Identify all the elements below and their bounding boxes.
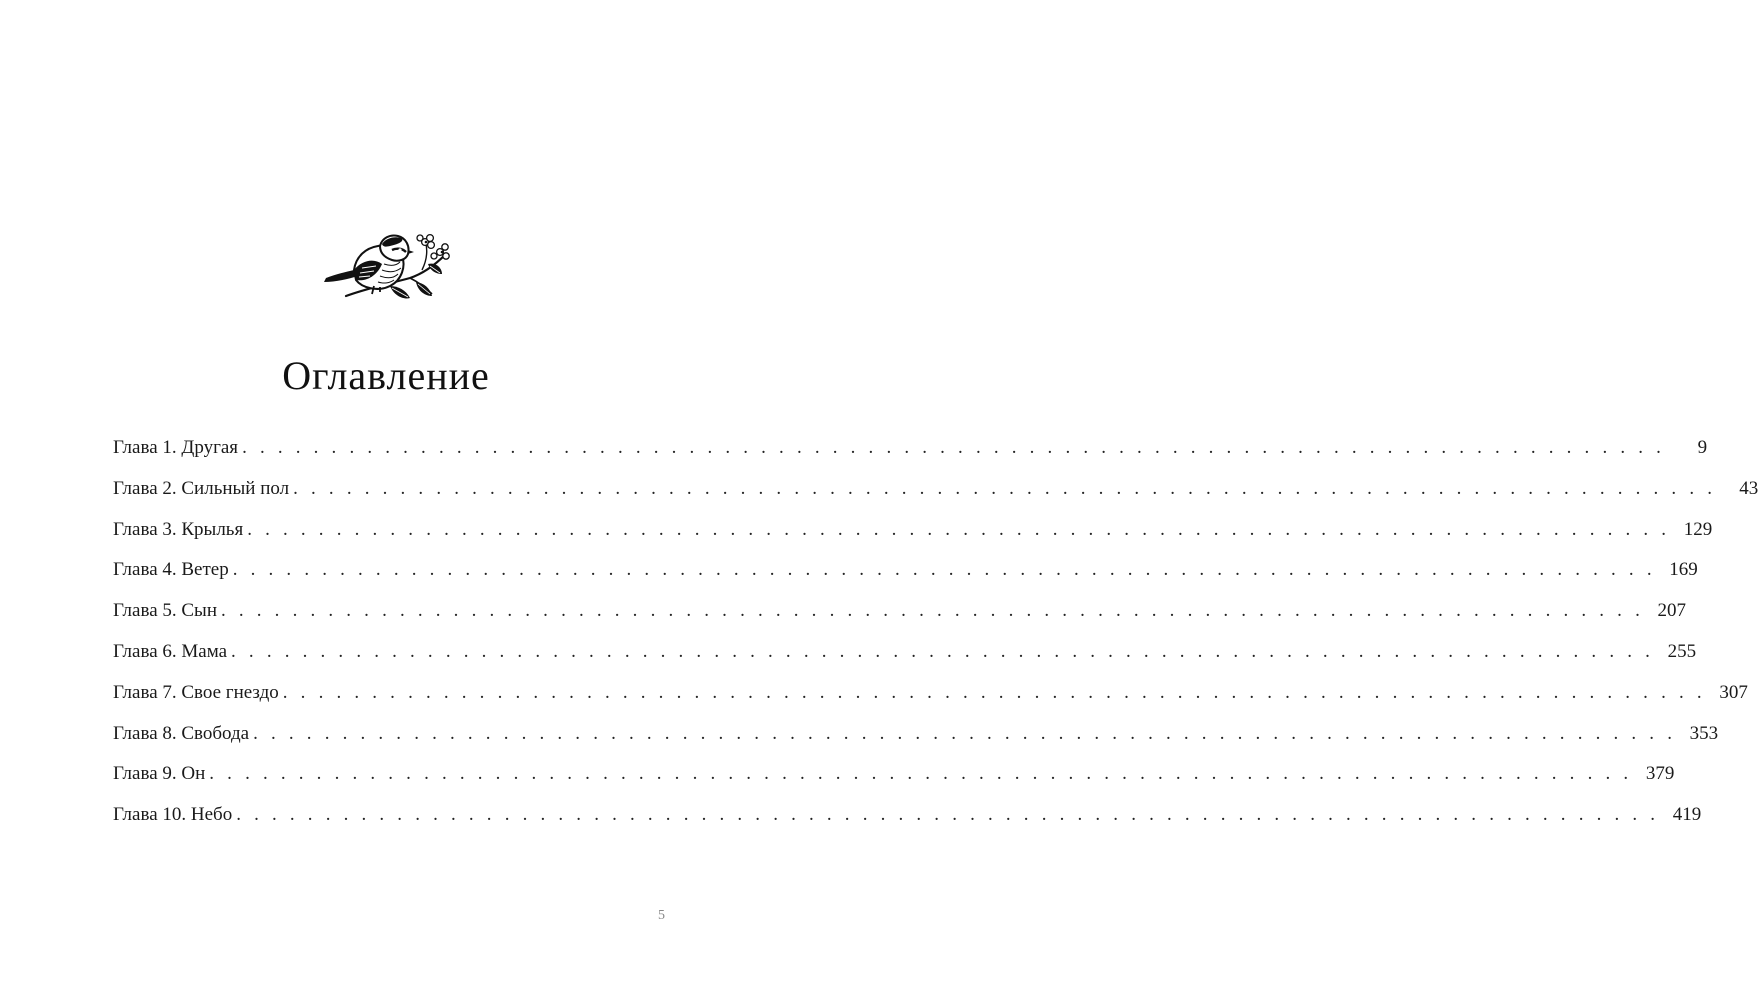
toc-entry-label: Глава 8. Свобода [113, 722, 250, 744]
page-number: 5 [658, 908, 665, 923]
toc-entry-label: Глава 7. Свое гнездо [113, 681, 279, 703]
dot-leader: . . . . . . . . . . . . . . . . . . . . . . . . . . . . . . . . . . . . . . . . . . . . . . . . . . . . . . . . . . . . . . . . . . . . . . . . . . . . . . . . [247, 518, 1671, 540]
toc-entry-page-number: 419 [1672, 804, 1702, 826]
dot-leader: . . . . . . . . . . . . . . . . . . . . . . . . . . . . . . . . . . . . . . . . . . . . . . . . . . . . . . . . . . . . . . . . . . . . . . . . . . . . . . . . [253, 722, 1677, 744]
toc-entry-label: Глава 10. Небо [113, 804, 233, 826]
toc-entry [113, 798, 1702, 839]
toc-entry [113, 635, 1697, 676]
bird-on-branch-icon [318, 226, 454, 306]
dot-leader: . . . . . . . . . . . . . . . . . . . . . . . . . . . . . . . . . . . . . . . . . . . . . . . . . . . . . . . . . . . . . . . . . . . . . . . . . . . . . . . . [232, 559, 1656, 581]
toc-entry-label: Глава 2. Сильный пол [113, 477, 290, 499]
toc-entry [113, 594, 1687, 635]
toc-entry-label: Глава 5. Сын [113, 600, 217, 622]
toc-entry-page-number: 307 [1719, 681, 1748, 703]
dot-leader: . . . . . . . . . . . . . . . . . . . . . . . . . . . . . . . . . . . . . . . . . . . . . . . . . . . . . . . . . . . . . . . . . . . . . . . . . . . . . . . . [293, 477, 1717, 499]
page-title: Оглавление [282, 353, 490, 398]
toc-entry-page-number: 129 [1683, 518, 1713, 540]
toc-entry-page-number: 379 [1645, 763, 1675, 785]
toc-entry-label: Глава 6. Мама [113, 640, 228, 662]
dot-leader: . . . . . . . . . . . . . . . . . . . . . . . . . . . . . . . . . . . . . . . . . . . . . . . . . . . . . . . . . . . . . . . . . . . . . . . . . . . . . . . . [242, 437, 1666, 458]
toc-entry [113, 472, 1758, 513]
toc-entry-page-number: 353 [1689, 722, 1719, 744]
toc-entry-page-number: 169 [1669, 559, 1698, 581]
toc-entry [113, 676, 1748, 717]
dot-leader: . . . . . . . . . . . . . . . . . . . . . . . . . . . . . . . . . . . . . . . . . . . . . . . . . . . . . . . . . . . . . . . . . . . . . . . . . . . . . . . . [209, 763, 1633, 785]
toc-entry-label: Глава 9. Он [113, 763, 206, 785]
dot-leader: . . . . . . . . . . . . . . . . . . . . . . . . . . . . . . . . . . . . . . . . . . . . . . . . . . . . . . . . . . . . . . . . . . . . . . . . . . . . . . . . [282, 681, 1706, 703]
dot-leader: . . . . . . . . . . . . . . . . . . . . . . . . . . . . . . . . . . . . . . . . . . . . . . . . . . . . . . . . . . . . . . . . . . . . . . . . . . . . . . . . [236, 804, 1660, 826]
toc-entry [113, 717, 1719, 758]
dot-leader: . . . . . . . . . . . . . . . . . . . . . . . . . . . . . . . . . . . . . . . . . . . . . . . . . . . . . . . . . . . . . . . . . . . . . . . . . . . . . . . . [220, 600, 1645, 622]
toc-entry-label: Глава 1. Другая [113, 437, 239, 458]
toc-entry-page-number: 255 [1667, 640, 1697, 662]
toc-entry-page-number: 43 [1739, 477, 1758, 499]
toc-entry [113, 513, 1713, 554]
toc-entry [113, 431, 1708, 472]
toc-entry-label: Глава 4. Ветер [113, 559, 229, 581]
toc-entry-page-number: 207 [1657, 600, 1687, 622]
toc-entry [113, 757, 1675, 798]
table-of-contents [113, 431, 1758, 839]
toc-entry [113, 553, 1698, 594]
dot-leader: . . . . . . . . . . . . . . . . . . . . . . . . . . . . . . . . . . . . . . . . . . . . . . . . . . . . . . . . . . . . . . . . . . . . . . . . . . . . . . . . [231, 640, 1655, 662]
toc-entry-label: Глава 3. Крылья [113, 518, 244, 540]
toc-entry-page-number: 9 [1697, 437, 1708, 458]
